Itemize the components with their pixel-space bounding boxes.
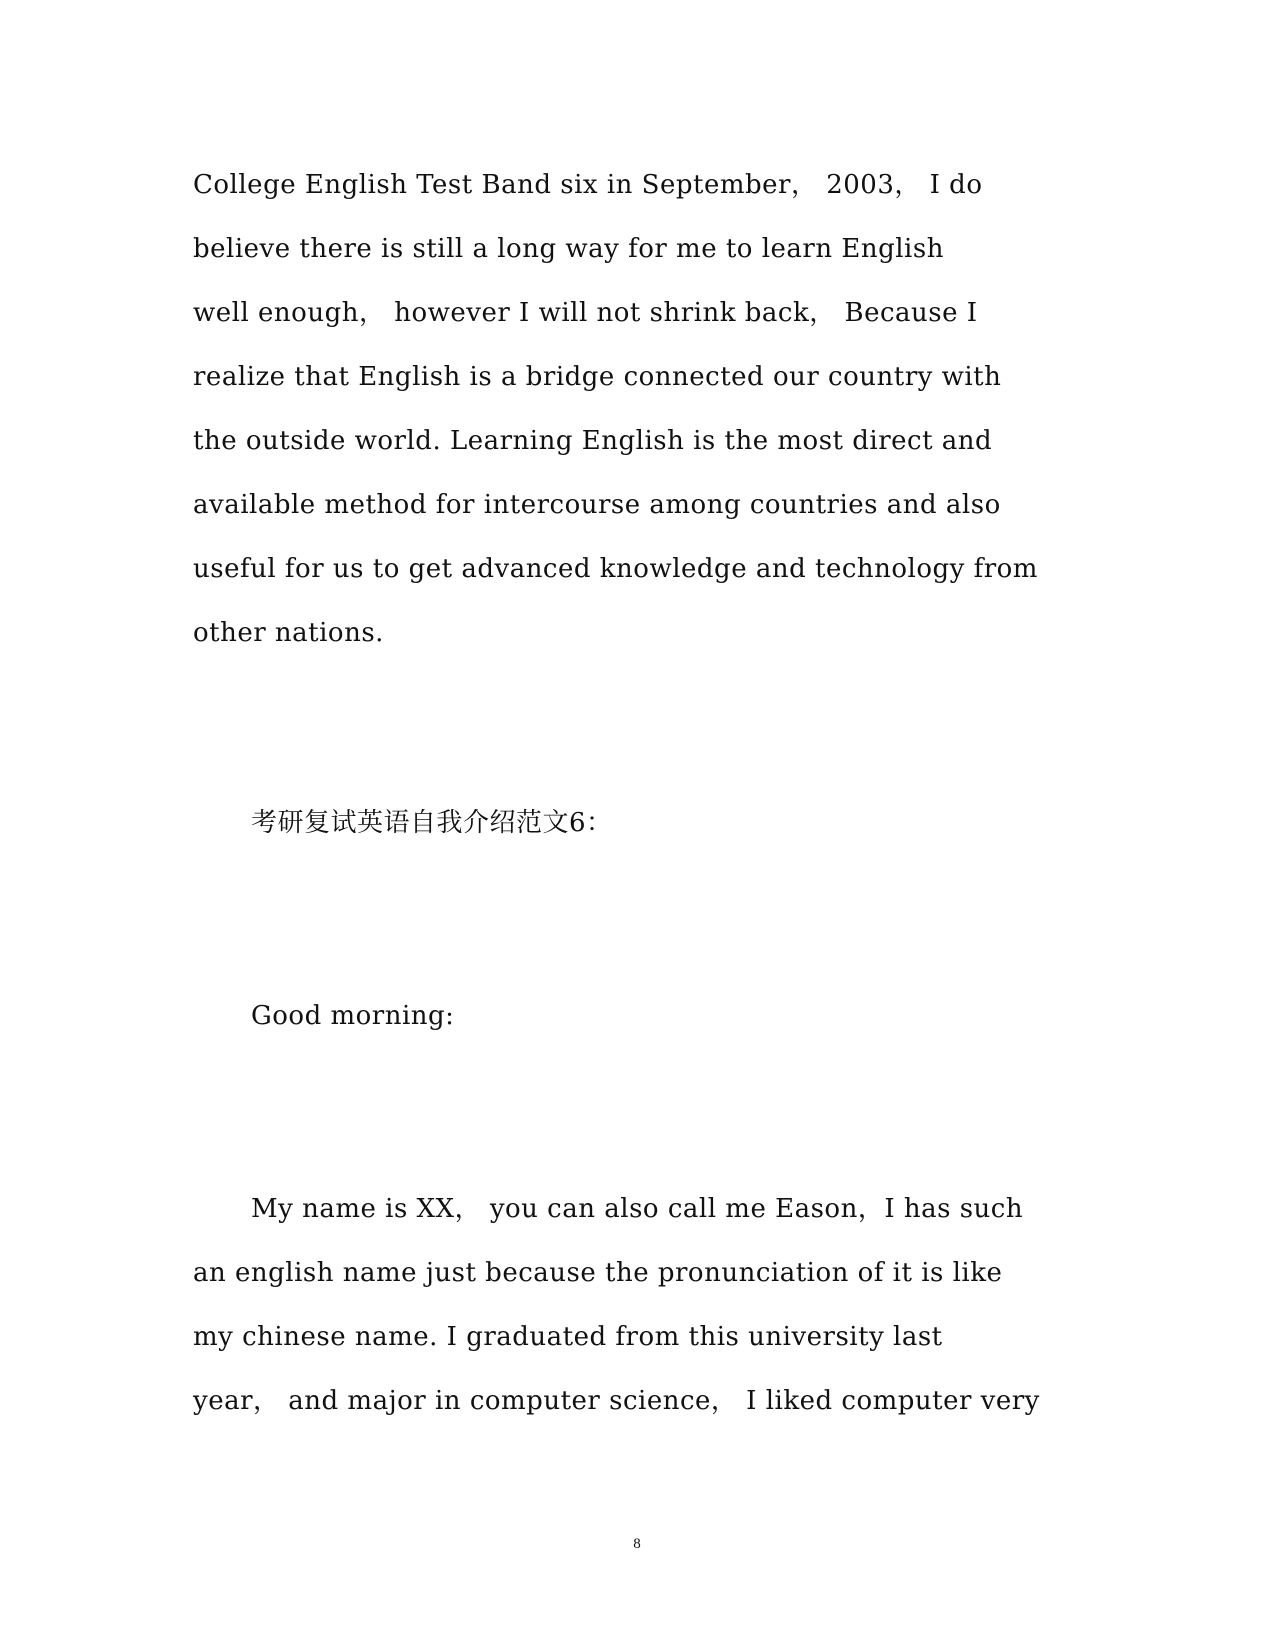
page-number: 8	[633, 1536, 641, 1552]
greeting-line: Good morning:	[251, 1001, 455, 1031]
text-line: my chinese name. I graduated from this university last	[193, 1322, 943, 1352]
text-line: believe there is still a long way for me to learn English	[193, 234, 944, 264]
text-line: realize that English is a bridge connected our country with	[193, 362, 1002, 392]
text-line: available method for intercourse among countries and also	[193, 490, 1001, 520]
text-line: an english name just because the pronunciation of it is like	[193, 1258, 1003, 1288]
text-line: useful for us to get advanced knowledge and technology from	[193, 554, 1038, 584]
text-line: My name is XX， you can also call me Eason，I has such	[251, 1194, 1024, 1224]
text-line: year， and major in computer science， I liked computer very	[193, 1386, 1040, 1416]
text-line: the outside world. Learning English is the most direct and	[193, 426, 993, 456]
section-heading: 考研复试英语自我介绍范文6：	[251, 808, 613, 838]
text-line: well enough， however I will not shrink back， Because I	[193, 298, 978, 328]
text-line: College English Test Band six in September， 2003， I do	[193, 170, 983, 200]
text-line: other nations.	[193, 618, 384, 648]
